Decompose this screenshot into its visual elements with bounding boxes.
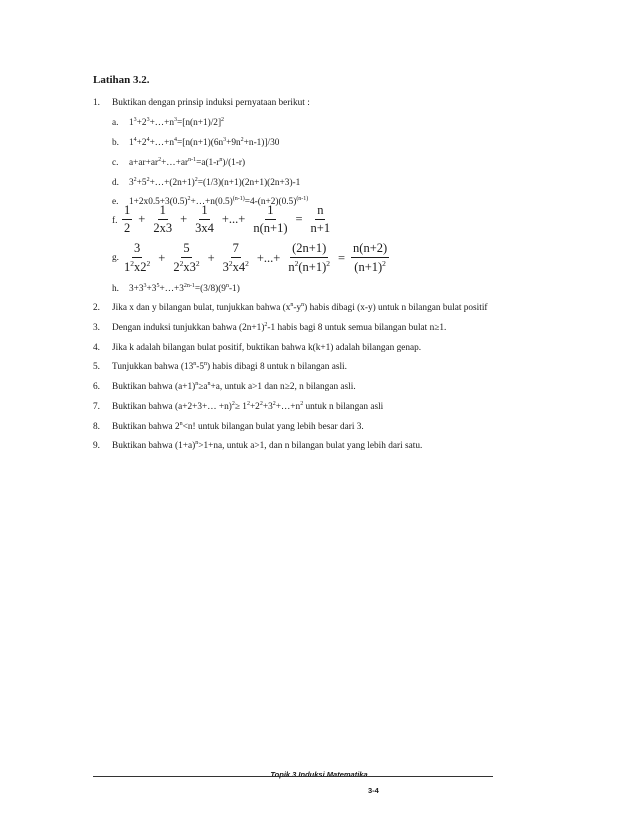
question-1f-formula: $\frac{1}{2}$ + $\frac{1}{2x3}$ + $\frac{1}{3x4}$ +...+ $\frac{1}{n(n+1)}$ = $\frac{n}{n+1}$: [124, 203, 331, 235]
question-1d: d. $3^2+5^2+\dots+(2n+1)^2=(1/3)(n+1)(2n+1)(2n+3)-1$: [112, 177, 301, 188]
question-8: 8. Buktikan bahwa $2^n<n$! untuk bilangan bulat yang lebih besar dari 3.: [93, 421, 364, 432]
question-1a: a. $1^3+2^3+\dots+n^3=[n(n+1)/2]^2$: [112, 117, 225, 128]
question-3: 3. Dengan induksi tunjukkan bahwa $(2n+1)^2-1$ habis bagi 8 untuk semua bilangan bulat n≥1.: [93, 322, 447, 333]
question-7: 7. Buktikan bahwa (a+2+3+… $+n)^2\ge 1^2+2^2+3^2+\dots+n^2$ untuk n bilangan asli: [93, 401, 384, 412]
question-4: 4. Jika k adalah bilangan bulat positif, buktikan bahwa k(k+1) adalah bilangan genap.: [93, 343, 422, 353]
question-5: 5. Tunjukkan bahwa (13$^n$-5$^n$) habis dibagi 8 untuk n bilangan asli.: [93, 361, 347, 372]
footer-rule: [93, 776, 493, 777]
question-1g-formula: $\frac{3}{1^2x2^2}$ + $\frac{5}{2^2x3^2}$ + $\frac{7}{3^2x4^2}$ +...+ $\frac{(2n+1)}{n^2(n+1)^2}$ = $\frac{n(n+2)}{(n+1)^2}$: [124, 241, 388, 274]
question-1b: b. $1^4+2^4+\dots+n^4=[n(n+1)(6n^3+9n^2+n-1)]/30$: [112, 137, 280, 148]
footer-title: Topik 3 Induksi Matematika: [270, 770, 368, 779]
question-6: 6. Buktikan bahwa $(a+1)^n\ge a^n+a$, untuk a>1 dan n≥2, n bilangan asli.: [93, 381, 356, 392]
question-1h: h. $3+3^3+3^5+\dots+3^{2n-1}=(3/8)(9^n-1)$: [112, 283, 240, 294]
page-number: 3-4: [368, 786, 379, 795]
question-1: 1. Buktikan dengan prinsip induksi pernyataan berikut :: [93, 98, 310, 108]
question-1g-label: g.: [112, 253, 119, 263]
question-2: 2. Jika x dan y bilangan bulat, tunjukkan bahwa $(x^n-y^n)$ habis dibagi (x-y) untuk n bilangan bulat positif: [93, 302, 488, 313]
question-1e: e. $1+2x0.5+3(0.5)^2+\dots+n(0.5)^{(n-1)}=4-(n+2)(0.5)^{(n-1)}$: [112, 196, 309, 207]
question-1f-label: f.: [112, 216, 118, 226]
exercise-title: Latihan 3.2.: [93, 74, 150, 86]
question-9: 9. Buktikan bahwa $(1+a)^n>1+na$, untuk a>1, dan n bilangan bulat yang lebih dari satu.: [93, 440, 423, 451]
question-1c: c. $a+ar+ar^2+\dots+ar^{n-1}=a(1-r^n)/(1-r)$: [112, 157, 246, 168]
